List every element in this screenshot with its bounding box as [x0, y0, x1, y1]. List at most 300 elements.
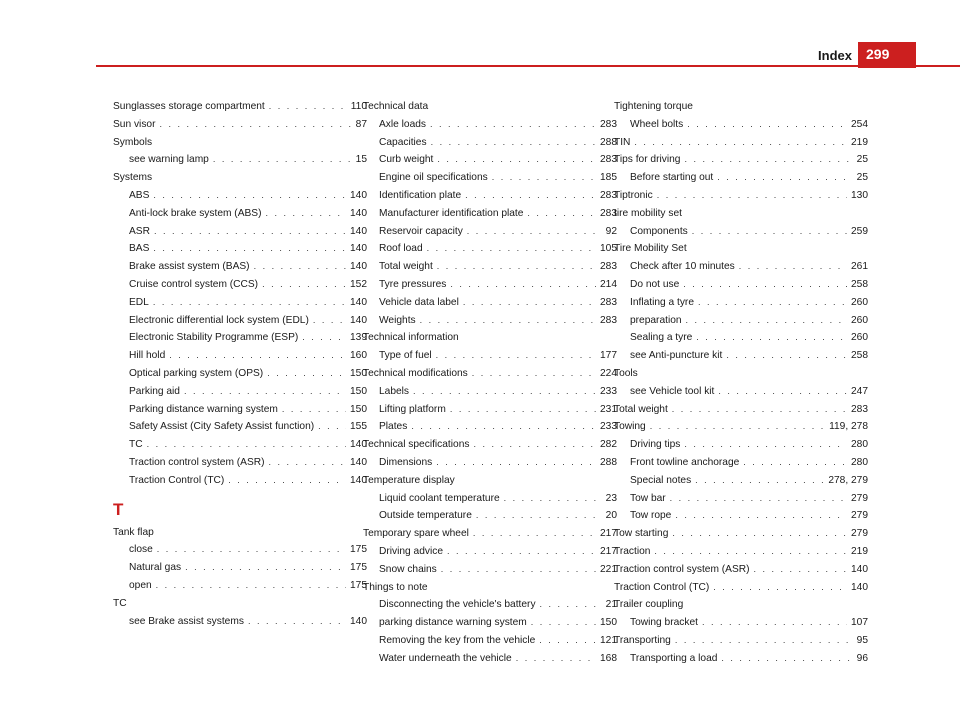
- index-subentry: [614, 169, 868, 187]
- index-subentry: [113, 418, 367, 436]
- entry-page-number: 140: [350, 314, 367, 326]
- entry-label: Temporary spare wheel: [363, 528, 469, 540]
- entry-label: Anti-lock brake system (ABS): [129, 207, 262, 219]
- dot-leader: [718, 383, 847, 401]
- dot-leader: [269, 98, 347, 116]
- entry-label: see Brake assist systems: [129, 615, 244, 627]
- index-subentry: [113, 454, 367, 472]
- entry-label: Reservoir capacity: [379, 225, 463, 237]
- entry-label: Removing the key from the vehicle: [379, 634, 536, 646]
- entry-page-number: 130: [851, 189, 868, 201]
- dot-leader: [169, 347, 346, 365]
- entry-label: Inflating a tyre: [630, 296, 694, 308]
- index-subentry: [614, 383, 868, 401]
- index-entry: [614, 632, 868, 650]
- section-letter: T: [113, 499, 124, 519]
- entry-label: BAS: [129, 243, 150, 255]
- dot-leader: [159, 116, 351, 134]
- entry-page-number: 280: [851, 456, 868, 468]
- entry-page-number: 139: [350, 332, 367, 344]
- entry-label: Total weight: [614, 403, 668, 415]
- dot-leader: [153, 187, 346, 205]
- entry-label: Safety Assist (City Safety Assist function): [129, 421, 315, 433]
- dot-leader: [156, 577, 346, 595]
- index-subentry: [363, 614, 617, 632]
- index-subentry: [614, 507, 868, 525]
- index-subentry: [614, 258, 868, 276]
- dot-leader: [420, 312, 596, 330]
- index-subentry: [363, 134, 617, 152]
- entry-label: Traction Control (TC): [614, 581, 710, 593]
- index-heading: Technical data: [363, 101, 429, 112]
- index-heading: TC: [113, 597, 127, 609]
- index-subentry: [363, 294, 617, 312]
- entry-page-number: 280: [851, 439, 868, 451]
- dot-leader: [447, 543, 596, 561]
- dot-leader: [436, 454, 596, 472]
- entry-page-number: 260: [851, 296, 868, 308]
- entry-page-number: 105: [600, 243, 617, 255]
- dot-leader: [430, 116, 596, 134]
- entry-page-number: 119, 278: [829, 421, 868, 433]
- entry-label: Tow starting: [614, 528, 669, 540]
- entry-page-number: 140: [350, 243, 367, 255]
- dot-leader: [269, 454, 347, 472]
- entry-label: Tips for driving: [614, 154, 681, 166]
- entry-page-number: 160: [350, 350, 367, 362]
- entry-label: Before starting out: [630, 172, 714, 184]
- dot-leader: [427, 240, 596, 258]
- dot-leader: [687, 116, 847, 134]
- entry-label: Special notes: [630, 474, 692, 486]
- entry-page-number: 140: [350, 261, 367, 273]
- index-subentry: [113, 294, 367, 312]
- dot-leader: [650, 418, 825, 436]
- index-subentry: [363, 596, 617, 614]
- entry-label: Parking aid: [129, 385, 180, 397]
- index-subentry: [113, 383, 367, 401]
- entry-label: Tyre pressures: [379, 278, 447, 290]
- entry-page-number: 283: [600, 296, 617, 308]
- entry-page-number: 155: [350, 421, 367, 433]
- index-heading: Tools: [614, 367, 638, 379]
- dot-leader: [754, 561, 848, 579]
- entry-label: Dimensions: [379, 456, 433, 468]
- entry-page-number: 288: [600, 136, 617, 148]
- entry-page-number: 96: [856, 652, 868, 664]
- entry-label: Hill hold: [129, 350, 166, 362]
- index-subentry: [113, 329, 367, 347]
- entry-label: Engine oil specifications: [379, 172, 488, 184]
- dot-leader: [431, 134, 596, 152]
- dot-leader: [657, 187, 847, 205]
- dot-leader: [492, 169, 596, 187]
- index-subentry: [614, 436, 868, 454]
- entry-label: Towing bracket: [630, 617, 698, 629]
- entry-label: Driving tips: [630, 439, 681, 451]
- entry-label: TC: [129, 439, 143, 451]
- dot-leader: [695, 472, 824, 490]
- index-entry: [363, 436, 617, 454]
- entry-label: open: [129, 579, 152, 591]
- index-heading: tire mobility set: [614, 207, 682, 219]
- entry-label: Roof load: [379, 243, 423, 255]
- entry-page-number: 219: [851, 136, 868, 148]
- entry-label: Labels: [379, 385, 410, 397]
- entry-page-number: 283: [600, 118, 617, 130]
- index-heading: Tire Mobility Set: [614, 243, 687, 255]
- entry-page-number: 140: [350, 225, 367, 237]
- entry-label: Transporting a load: [630, 652, 718, 664]
- index-entry: [614, 561, 868, 579]
- dot-leader: [634, 134, 847, 152]
- index-subentry: [113, 541, 367, 559]
- index-subentry: [113, 205, 367, 223]
- entry-label: parking distance warning system: [379, 617, 527, 629]
- page-number: 299: [866, 46, 890, 62]
- index-subentry: [363, 543, 617, 561]
- entry-page-number: 221: [600, 563, 617, 575]
- entry-page-number: 283: [600, 261, 617, 273]
- entry-page-number: 168: [600, 652, 617, 664]
- dot-leader: [313, 312, 346, 330]
- entry-page-number: 258: [851, 278, 868, 290]
- entry-page-number: 279: [851, 528, 868, 540]
- dot-leader: [437, 151, 596, 169]
- entry-page-number: 217: [600, 528, 617, 540]
- entry-label: Traction: [614, 545, 651, 557]
- dot-leader: [154, 223, 346, 241]
- index-subentry: [614, 116, 868, 134]
- entry-label: Capacities: [379, 136, 427, 148]
- index-subentry: [614, 490, 868, 508]
- entry-label: Components: [630, 225, 688, 237]
- entry-page-number: 140: [350, 474, 367, 486]
- dot-leader: [153, 294, 346, 312]
- dot-leader: [282, 401, 346, 419]
- dot-leader: [463, 294, 596, 312]
- entry-page-number: 282: [600, 439, 617, 451]
- index-heading: Systems: [113, 172, 153, 184]
- entry-page-number: 283: [851, 403, 868, 415]
- index-heading: Trailer coupling: [614, 599, 684, 611]
- entry-page-number: 150: [350, 385, 367, 397]
- dot-leader: [721, 650, 852, 668]
- dot-leader: [413, 383, 596, 401]
- index-subentry: [363, 418, 617, 436]
- index-subentry: [363, 151, 617, 169]
- index-entry: [614, 187, 868, 205]
- dot-leader: [184, 383, 346, 401]
- index-subentry: [113, 559, 367, 577]
- dot-leader: [696, 329, 847, 347]
- dot-leader: [684, 151, 852, 169]
- dot-leader: [153, 240, 346, 258]
- dot-leader: [437, 258, 596, 276]
- entry-label: TIN: [614, 136, 631, 148]
- dot-leader: [504, 490, 602, 508]
- entry-page-number: 279: [851, 510, 868, 522]
- entry-label: Tow rope: [630, 510, 672, 522]
- dot-leader: [436, 347, 596, 365]
- entry-page-number: 233: [600, 385, 617, 397]
- dot-leader: [147, 436, 346, 454]
- entry-label: see warning lamp: [129, 154, 209, 166]
- entry-label: Type of fuel: [379, 350, 432, 362]
- index-entry: [113, 98, 367, 116]
- index-subentry: [363, 401, 617, 419]
- index-subentry: [113, 401, 367, 419]
- entry-page-number: 260: [851, 314, 868, 326]
- entry-page-number: 21: [605, 599, 617, 611]
- dot-leader: [683, 276, 847, 294]
- index-subentry: [363, 454, 617, 472]
- entry-label: Electronic Stability Programme (ESP): [129, 332, 299, 344]
- dot-leader: [516, 650, 596, 668]
- entry-label: Lifting platform: [379, 403, 446, 415]
- entry-page-number: 140: [350, 296, 367, 308]
- index-entry: [363, 365, 617, 383]
- dot-leader: [539, 632, 596, 650]
- index-column-2: [363, 98, 617, 668]
- entry-page-number: 140: [350, 456, 367, 468]
- entry-page-number: 217: [600, 545, 617, 557]
- entry-page-number: 20: [605, 510, 617, 522]
- entry-page-number: 283: [600, 207, 617, 219]
- index-subentry: [363, 205, 617, 223]
- entry-page-number: 25: [856, 154, 868, 166]
- index-entry: [614, 151, 868, 169]
- entry-page-number: 140: [350, 439, 367, 451]
- index-subentry: [363, 383, 617, 401]
- entry-label: Tiptronic: [614, 189, 653, 201]
- index-subentry: [614, 454, 868, 472]
- index-subentry: [113, 577, 367, 595]
- dot-leader: [692, 223, 847, 241]
- entry-label: Liquid coolant temperature: [379, 492, 500, 504]
- entry-page-number: 260: [851, 332, 868, 344]
- index-subentry: [363, 169, 617, 187]
- entry-page-number: 259: [851, 225, 868, 237]
- dot-leader: [254, 258, 346, 276]
- entry-label: ABS: [129, 189, 150, 201]
- entry-label: Electronic differential lock system (EDL): [129, 314, 309, 326]
- entry-label: see Anti-puncture kit: [630, 350, 723, 362]
- entry-page-number: 95: [856, 634, 868, 646]
- index-heading: Things to note: [363, 581, 428, 593]
- index-subentry: [363, 223, 617, 241]
- entry-label: Water underneath the vehicle: [379, 652, 512, 664]
- entry-label: Brake assist system (BAS): [129, 261, 250, 273]
- index-subentry: [614, 312, 868, 330]
- entry-page-number: 224: [600, 367, 617, 379]
- index-subentry: [363, 312, 617, 330]
- entry-label: Tow bar: [630, 492, 666, 504]
- dot-leader: [675, 507, 847, 525]
- entry-page-number: 175: [350, 544, 367, 556]
- entry-label: ASR: [129, 225, 150, 237]
- entry-page-number: 283: [600, 189, 617, 201]
- index-subentry: [363, 187, 617, 205]
- entry-label: Vehicle data label: [379, 296, 459, 308]
- header-rule: [96, 65, 960, 67]
- entry-label: Optical parking system (OPS): [129, 367, 264, 379]
- entry-label: Total weight: [379, 261, 433, 273]
- index-column-3: [614, 98, 868, 668]
- entry-page-number: 140: [851, 563, 868, 575]
- index-subentry: [113, 312, 367, 330]
- index-subentry: [614, 223, 868, 241]
- page-number-badge: [858, 42, 916, 68]
- index-subentry: [614, 347, 868, 365]
- index-subentry: [363, 561, 617, 579]
- entry-label: Parking distance warning system: [129, 403, 278, 415]
- index-entry: [113, 116, 367, 134]
- dot-leader: [698, 294, 847, 312]
- dot-leader: [441, 561, 596, 579]
- entry-page-number: 258: [851, 350, 868, 362]
- entry-page-number: 185: [600, 172, 617, 184]
- dot-leader: [267, 365, 346, 383]
- index-entry: [614, 525, 868, 543]
- entry-label: Curb weight: [379, 154, 434, 166]
- entry-label: close: [129, 544, 153, 556]
- dot-leader: [450, 401, 596, 419]
- index-subentry: [614, 614, 868, 632]
- index-subentry: [363, 650, 617, 668]
- index-heading: Tank flap: [113, 526, 154, 538]
- index-subentry: [363, 347, 617, 365]
- index-subentry: [113, 347, 367, 365]
- dot-leader: [185, 559, 346, 577]
- entry-page-number: 107: [851, 617, 868, 629]
- entry-page-number: 283: [600, 314, 617, 326]
- entry-label: Technical modifications: [363, 367, 468, 379]
- page-title: Index: [818, 48, 852, 63]
- index-heading: Technical information: [363, 332, 459, 344]
- dot-leader: [248, 613, 346, 631]
- dot-leader: [684, 436, 847, 454]
- entry-label: Check after 10 minutes: [630, 261, 735, 273]
- index-entry: [614, 579, 868, 597]
- index-subentry: [614, 276, 868, 294]
- index-entry: [614, 543, 868, 561]
- entry-label: Natural gas: [129, 562, 182, 574]
- dot-leader: [157, 541, 346, 559]
- entry-label: Axle loads: [379, 118, 427, 130]
- dot-leader: [717, 169, 852, 187]
- entry-page-number: 283: [600, 154, 617, 166]
- index-entry: [614, 401, 868, 419]
- entry-label: Towing: [614, 421, 646, 433]
- entry-label: Driving advice: [379, 545, 443, 557]
- entry-page-number: 92: [605, 225, 617, 237]
- entry-label: see Vehicle tool kit: [630, 385, 715, 397]
- entry-label: Transporting: [614, 634, 671, 646]
- entry-page-number: 87: [355, 118, 367, 130]
- index-subentry: [113, 436, 367, 454]
- dot-leader: [472, 365, 596, 383]
- entry-label: Disconnecting the vehicle's battery: [379, 599, 536, 611]
- dot-leader: [527, 205, 596, 223]
- dot-leader: [318, 418, 346, 436]
- entry-page-number: 140: [350, 615, 367, 627]
- index-subentry: [363, 276, 617, 294]
- index-subentry: [113, 365, 367, 383]
- entry-page-number: 278, 279: [828, 474, 868, 486]
- index-subentry: [614, 472, 868, 490]
- entry-label: Sun visor: [113, 118, 156, 130]
- entry-page-number: 231: [600, 403, 617, 415]
- entry-page-number: 150: [600, 617, 617, 629]
- index-subentry: [113, 240, 367, 258]
- entry-page-number: 175: [350, 562, 367, 574]
- entry-label: Do not use: [630, 278, 680, 290]
- dot-leader: [467, 223, 602, 241]
- dot-leader: [726, 347, 847, 365]
- index-column-1: [113, 98, 367, 630]
- dot-leader: [473, 525, 596, 543]
- entry-label: Traction control system (ASR): [614, 563, 750, 575]
- dot-leader: [228, 472, 346, 490]
- dot-leader: [654, 543, 847, 561]
- entry-label: EDL: [129, 296, 149, 308]
- entry-page-number: 140: [350, 189, 367, 201]
- dot-leader: [473, 436, 596, 454]
- entry-label: Wheel bolts: [630, 118, 684, 130]
- dot-leader: [670, 490, 847, 508]
- entry-label: Plates: [379, 421, 408, 433]
- dot-leader: [531, 614, 596, 632]
- entry-label: Cruise control system (CCS): [129, 278, 259, 290]
- index-subentry: [363, 507, 617, 525]
- entry-page-number: 214: [600, 278, 617, 290]
- entry-page-number: 15: [355, 154, 367, 166]
- entry-page-number: 279: [851, 492, 868, 504]
- entry-page-number: 177: [600, 350, 617, 362]
- index-subentry: [363, 632, 617, 650]
- entry-page-number: 175: [350, 579, 367, 591]
- entry-page-number: 152: [350, 278, 367, 290]
- dot-leader: [476, 507, 602, 525]
- index-subentry: [113, 276, 367, 294]
- dot-leader: [465, 187, 596, 205]
- dot-leader: [702, 614, 847, 632]
- entry-label: Front towline anchorage: [630, 456, 740, 468]
- dot-leader: [450, 276, 596, 294]
- entry-label: Traction control system (ASR): [129, 456, 265, 468]
- dot-leader: [713, 579, 847, 597]
- index-subentry: [113, 472, 367, 490]
- dot-leader: [686, 312, 847, 330]
- index-entry: [363, 525, 617, 543]
- index-subentry: [363, 490, 617, 508]
- dot-leader: [213, 151, 352, 169]
- dot-leader: [262, 276, 346, 294]
- dot-leader: [411, 418, 596, 436]
- index-subentry: [113, 151, 367, 169]
- entry-page-number: 150: [350, 367, 367, 379]
- entry-page-number: 247: [851, 385, 868, 397]
- index-subentry: [614, 294, 868, 312]
- index-subentry: [113, 258, 367, 276]
- index-subentry: [363, 116, 617, 134]
- entry-page-number: 110: [350, 101, 367, 112]
- entry-page-number: 121: [600, 634, 617, 646]
- entry-label: Snow chains: [379, 563, 437, 575]
- dot-leader: [302, 329, 346, 347]
- dot-leader: [540, 596, 602, 614]
